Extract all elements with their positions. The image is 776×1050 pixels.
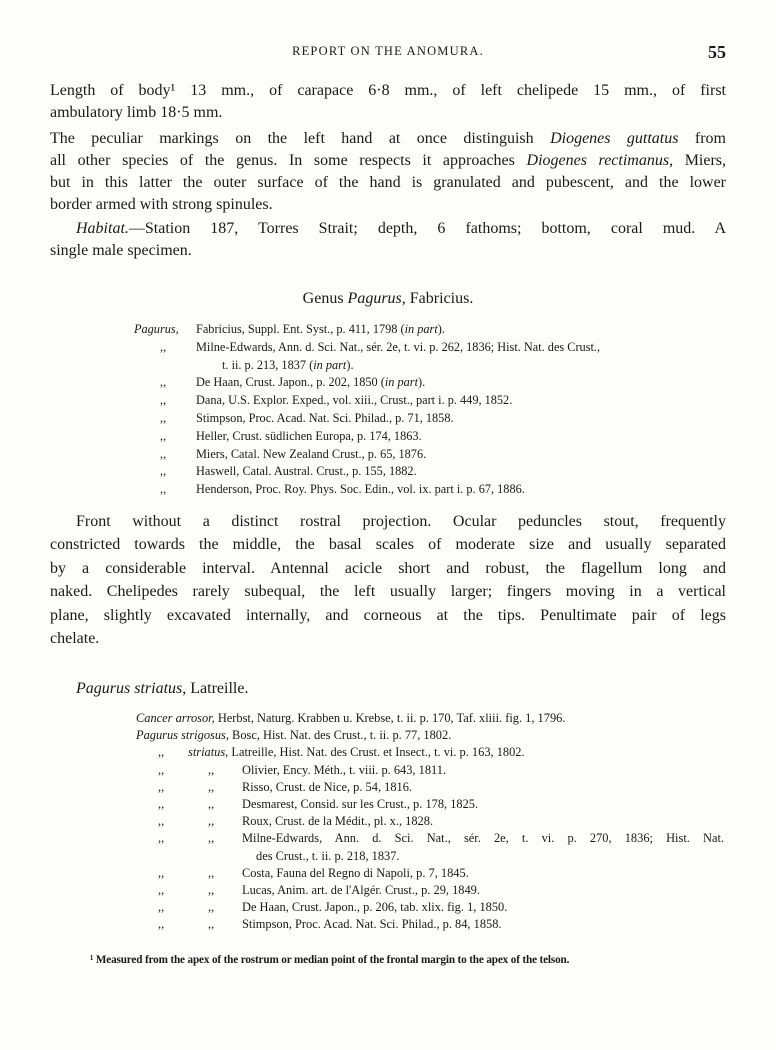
synonym-entry: Desmarest, Consid. sur les Crust., p. 178, 1825. xyxy=(242,797,479,811)
ditto-mark: ,, xyxy=(208,917,215,932)
ditto-mark: ,, xyxy=(158,814,165,829)
species-name: Diogenes rectimanus xyxy=(526,152,670,169)
paragraph-line: but in this latter the outer surface of the hand is granulated and pubescent, and the lower xyxy=(50,174,726,191)
paragraph-line: chelate. xyxy=(50,630,100,648)
synonym-entry: De Haan, Crust. Japon., p. 206, tab. xlix. fig. 1, 1850. xyxy=(242,900,508,915)
synonym-entry: Dana, U.S. Explor. Exped., vol. xiii., Crust., part i. p. 449, 1852. xyxy=(196,393,513,408)
paragraph-line: ambulatory limb 18·5 mm. xyxy=(50,104,223,121)
synonym-entry: striatus, Latreille, Hist. Nat. des Crust. et Insect., t. vi. p. 163, 1802. xyxy=(188,745,525,760)
synonym-lead: Pagurus, xyxy=(134,322,179,336)
measurements-paragraph xyxy=(50,80,726,124)
synonym-entry: Henderson, Proc. Roy. Phys. Soc. Edin., vol. ix. part i. p. 67, 1886. xyxy=(196,482,525,497)
genus-description xyxy=(50,510,726,650)
ditto-mark: ,, xyxy=(158,883,165,897)
ditto-mark: ,, xyxy=(158,831,165,846)
synonym-entry: Lucas, Anim. art. de l'Algér. Crust., p. 29, 1849. xyxy=(242,883,480,897)
paragraph-line: single male specimen. xyxy=(50,242,192,259)
ditto-mark: ,, xyxy=(208,814,215,829)
paragraph-line: Length of body¹ 13 mm., of carapace 6·8 mm., of left chelipede 15 mm., of first xyxy=(50,82,726,99)
footnote-mark: ¹ xyxy=(90,954,94,966)
paragraph-line: Habitat.—Station 187, Torres Strait; depth, 6 fathoms; bottom, coral mud. A xyxy=(76,220,726,237)
ditto-mark: ,, xyxy=(160,411,167,425)
comparison-paragraph xyxy=(50,128,726,216)
paragraph-line: constricted towards the middle, the basal scales of moderate size and usually separated xyxy=(50,536,726,554)
synonym-entry: Roux, Crust. de la Médit., pl. x., 1828. xyxy=(242,814,434,829)
paragraph-line: naked. Chelipedes rarely subequal, the left usually larger; fingers moving in a vertical xyxy=(50,583,726,601)
ditto-mark: ,, xyxy=(160,339,167,354)
synonym-entry: Milne-Edwards, Ann. d. Sci. Nat., sér. 2e, t. vi. p. 270, 1836; Hist. Nat. xyxy=(242,831,724,846)
species-heading: Pagurus striatus, Latreille. xyxy=(76,680,249,697)
ditto-mark: ,, xyxy=(158,865,165,880)
paragraph-line: border armed with strong spinules. xyxy=(50,196,273,213)
ditto-mark: ,, xyxy=(208,883,215,897)
synonym-entry: Miers, Catal. New Zealand Crust., p. 65, 1876. xyxy=(196,446,427,461)
paragraph-line: all other species of the genus. In some respects it approaches Diogenes rectimanus, Miers, xyxy=(50,152,727,169)
genus-heading: Genus Pagurus, Fabricius. xyxy=(302,290,474,307)
ditto-mark: ,, xyxy=(158,917,165,932)
species-name: Diogenes guttatus xyxy=(550,130,679,147)
synonym-entry: De Haan, Crust. Japon., p. 202, 1850 (in part). xyxy=(196,375,426,390)
species-synonymy xyxy=(0,710,776,940)
synonym-entry: Costa, Fauna del Regno di Napoli, p. 7, 1845. xyxy=(242,865,469,880)
footnote-text: Measured from the apex of the rostrum or median point of the frontal margin to the apex of the telson. xyxy=(93,954,570,966)
ditto-mark: ,, xyxy=(158,762,165,777)
synonym-entry: Risso, Crust. de Nice, p. 54, 1816. xyxy=(242,779,413,794)
synonym-entry: t. ii. p. 213, 1837 (in part). xyxy=(222,357,354,372)
ditto-mark: ,, xyxy=(160,464,167,479)
habitat-label: Habitat. xyxy=(76,220,129,237)
ditto-mark: ,, xyxy=(208,900,215,915)
synonym-entry: Haswell, Catal. Austral. Crust., p. 155, 1882. xyxy=(196,464,417,479)
ditto-mark: ,, xyxy=(158,900,165,915)
ditto-mark: ,, xyxy=(160,446,167,461)
ditto-mark: ,, xyxy=(158,797,165,811)
ditto-mark: ,, xyxy=(160,375,167,390)
ditto-mark: ,, xyxy=(208,762,215,777)
ditto-mark: ,, xyxy=(208,797,215,811)
genus-name: Pagurus xyxy=(347,290,402,307)
genus-synonymy xyxy=(0,321,776,501)
habitat-paragraph xyxy=(50,218,726,262)
ditto-mark: ,, xyxy=(208,831,215,846)
species-name: Pagurus striatus xyxy=(76,680,183,697)
synonym-entry: Olivier, Ency. Méth., t. viii. p. 643, 1811. xyxy=(242,762,447,777)
ditto-mark: ,, xyxy=(160,482,167,497)
ditto-mark: ,, xyxy=(158,779,165,794)
synonym-entry: Pagurus strigosus, Bosc, Hist. Nat. des Crust., t. ii. p. 77, 1802. xyxy=(136,728,452,743)
synonym-entry: Stimpson, Proc. Acad. Nat. Sci. Philad., p. 84, 1858. xyxy=(242,917,502,932)
page-number: 55 xyxy=(708,42,726,62)
ditto-mark: ,, xyxy=(208,865,215,880)
paragraph-line: by a considerable interval. Antennal acicle short and robust, the flagellum long and xyxy=(50,559,726,577)
paragraph-line: plane, slightly excavated internally, and corneous at the tips. Penultimate pair of legs xyxy=(50,606,726,624)
paragraph-line: Front without a distinct rostral projection. Ocular peduncles stout, frequently xyxy=(76,513,726,530)
ditto-mark: ,, xyxy=(208,779,215,794)
synonym-entry: Cancer arrosor, Herbst, Naturg. Krabben u. Krebse, t. ii. p. 170, Taf. xliii. fig. 1, 1796. xyxy=(136,711,566,725)
running-header: REPORT ON THE ANOMURA. xyxy=(292,44,484,58)
ditto-mark: ,, xyxy=(160,393,167,408)
ditto-mark: ,, xyxy=(158,745,165,760)
synonym-entry: Stimpson, Proc. Acad. Nat. Sci. Philad., p. 71, 1858. xyxy=(196,411,454,425)
synonym-entry: Heller, Crust. südlichen Europa, p. 174, 1863. xyxy=(196,428,422,443)
synonym-entry: Milne-Edwards, Ann. d. Sci. Nat., sér. 2e, t. vi. p. 262, 1836; Hist. Nat. des Crust., xyxy=(196,339,601,354)
synonym-entry: des Crust., t. ii. p. 218, 1837. xyxy=(256,848,400,863)
synonym-entry: Fabricius, Suppl. Ent. Syst., p. 411, 1798 (in part). xyxy=(196,322,445,336)
ditto-mark: ,, xyxy=(160,428,167,443)
paragraph-line: The peculiar markings on the left hand at once distinguish Diogenes guttatus from xyxy=(50,130,727,147)
footnote xyxy=(90,954,569,966)
